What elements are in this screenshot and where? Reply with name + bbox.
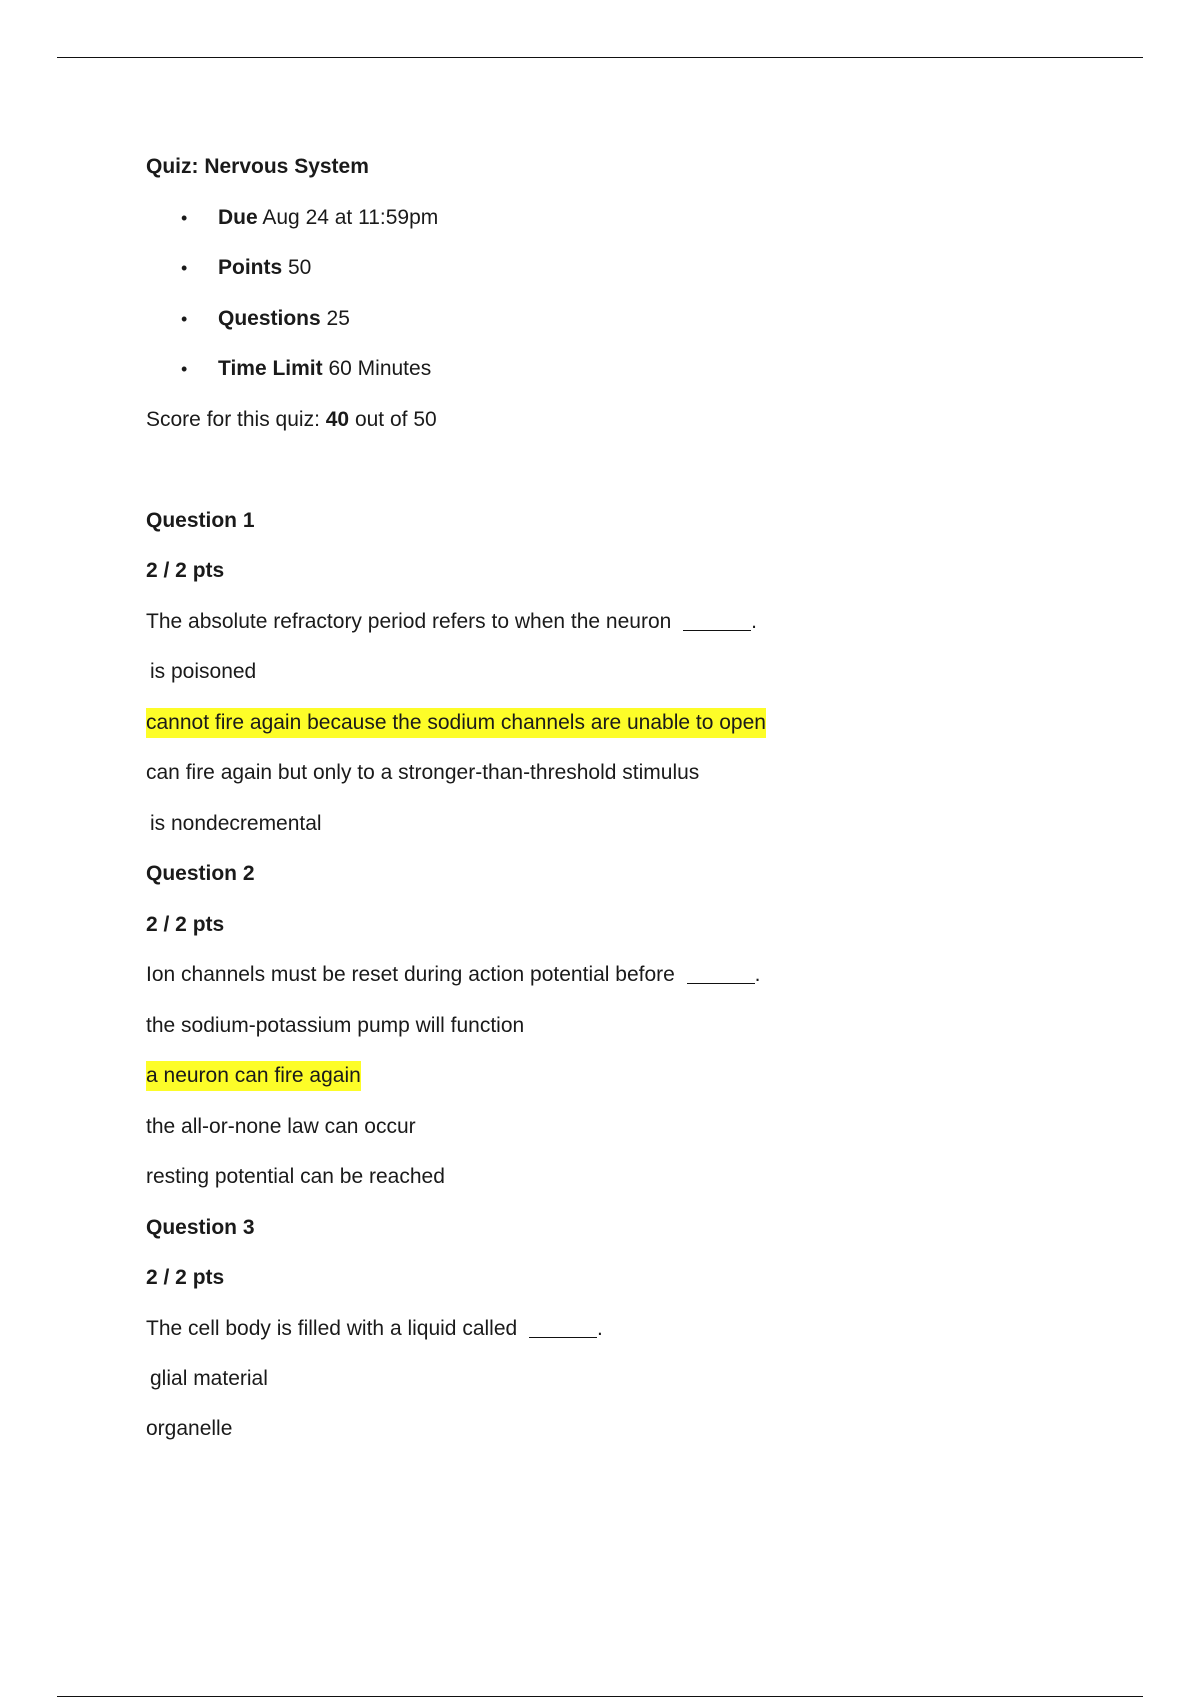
- quiz-score: [146, 395, 1106, 446]
- fill-in-blank: [529, 1337, 597, 1338]
- meta-item-questions: [146, 294, 1106, 345]
- answer-option-text: glial material: [150, 1367, 268, 1390]
- meta-item-points: [146, 243, 1106, 294]
- question-points: 2 / 2 pts: [146, 912, 225, 936]
- answer-option-text: the all-or-none law can occur: [146, 1114, 416, 1138]
- question-heading: Question 2: [146, 862, 255, 885]
- bullet-icon: •: [181, 258, 188, 278]
- answer-option-text: is nondecremental: [150, 811, 322, 835]
- question-prompt: [146, 1304, 1106, 1355]
- answer-option-text: is poisoned: [150, 660, 257, 683]
- bullet-icon: •: [181, 359, 188, 379]
- answer-option-selected: [146, 698, 1106, 749]
- meta-key: Points: [218, 256, 283, 279]
- score-prefix: Score for this quiz:: [146, 407, 326, 431]
- section-spacer: [146, 445, 1106, 496]
- question-prompt: [146, 950, 1106, 1001]
- bullet-icon: •: [181, 308, 188, 329]
- meta-value: 50: [282, 256, 312, 279]
- score-value: 40: [325, 407, 350, 431]
- answer-option-text: can fire again but only to a stronger-than-threshold stimulus: [146, 761, 700, 784]
- quiz-title: Quiz: Nervous System: [146, 155, 369, 178]
- answer-option: [146, 748, 1106, 799]
- question-prompt: [146, 597, 1106, 648]
- answer-option-text: organelle: [146, 1416, 233, 1440]
- answer-option-selected: [146, 1051, 1106, 1102]
- footer-rule: [57, 1696, 1143, 1697]
- prompt-end: .: [751, 609, 757, 633]
- prompt-text: The absolute refractory period refers to when the neuron: [146, 609, 678, 633]
- score-suffix: out of 50: [349, 407, 437, 431]
- answer-option: [146, 647, 1106, 698]
- answer-option: [146, 1405, 1106, 1453]
- question-3: [146, 1203, 1106, 1453]
- meta-item-time-limit: [146, 344, 1106, 395]
- answer-option-text: cannot fire again because the sodium channels are unable to open: [146, 708, 766, 738]
- quiz-document: [146, 142, 1106, 1453]
- question-1: [146, 496, 1106, 850]
- meta-value: Aug 24 at 11:59pm: [257, 205, 439, 229]
- prompt-text: The cell body is filled with a liquid called: [146, 1316, 524, 1340]
- question-2: [146, 849, 1106, 1203]
- answer-option: [146, 1001, 1106, 1052]
- answer-option: [146, 1354, 1106, 1405]
- bullet-icon: •: [181, 207, 188, 228]
- prompt-text: Ion channels must be reset during action potential before: [146, 963, 681, 986]
- prompt-end: .: [754, 963, 761, 986]
- answer-option: [146, 1102, 1106, 1153]
- fill-in-blank: [687, 983, 755, 984]
- answer-option-text: a neuron can fire again: [146, 1061, 361, 1091]
- question-points: 2 / 2 pts: [146, 559, 225, 582]
- prompt-end: .: [597, 1316, 603, 1340]
- answer-option: [146, 799, 1106, 850]
- meta-key: Due: [218, 205, 258, 229]
- fill-in-blank: [683, 630, 751, 631]
- quiz-meta-list: [146, 193, 1106, 395]
- meta-key: Questions: [218, 306, 321, 330]
- answer-option-text: the sodium-potassium pump will function: [146, 1013, 525, 1037]
- question-points: 2 / 2 pts: [146, 1266, 225, 1289]
- meta-key: Time Limit: [218, 357, 323, 380]
- question-heading: Question 1: [146, 508, 255, 532]
- meta-value: 60 Minutes: [322, 357, 432, 380]
- question-heading: Question 3: [146, 1215, 255, 1239]
- answer-option-text: resting potential can be reached: [146, 1165, 445, 1188]
- answer-option: [146, 1152, 1106, 1203]
- meta-item-due: [146, 193, 1106, 244]
- meta-value: 25: [320, 306, 350, 330]
- header-rule: [57, 57, 1143, 58]
